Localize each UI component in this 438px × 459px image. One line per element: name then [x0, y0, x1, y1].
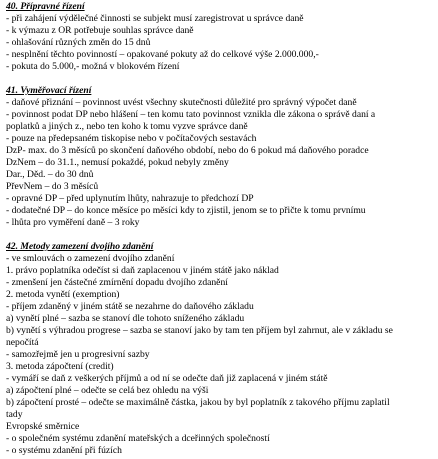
- text-line: DzNem – do 31.1., nemusí pokaždé, pokud nebyly změny: [6, 157, 229, 168]
- text-line: - k výmazu z OR potřebuje souhlas správce daně: [6, 25, 194, 36]
- text-line: - při zahájení výdělečné činnosti se subjekt musí zaregistrovat u správce daně: [6, 13, 304, 24]
- text-line: - příjem zdaněný v jiném státě se nezahrne do daňového základu: [6, 301, 254, 312]
- text-line: nepočítá: [6, 337, 39, 348]
- text-line: - ve smlouvách o zamezení dvojího zdanění: [6, 253, 175, 264]
- text-line: - o systému zdanění při fúzích: [6, 445, 122, 456]
- text-line: - vymáří se daň z veškerých příjmů a od ní se odečte daň již zaplacená v jiném státě: [6, 373, 328, 384]
- heading-42: 42. Metody zamezení dvojího zdanění: [6, 241, 154, 252]
- text-line: - nesplnění těchto povinností – opakované pokuty až do celkové výše 2.000.000,-: [6, 49, 319, 60]
- text-line: Dar., Děd. – do 30 dnů: [6, 169, 94, 180]
- text-line: - ohlašování různých změn do 15 dnů: [6, 37, 151, 48]
- text-line: Evropské směrnice: [6, 421, 80, 432]
- heading-41: 41. Vyměřovací řízení: [6, 85, 92, 96]
- text-line: b) zápočtení prosté – odečte se maximálně částka, jakou by byl poplatník z takového příjmu zaplatil: [6, 397, 390, 408]
- text-line: poplatků a jiných z., nebo ten koho k tomu vyzve správce daně: [6, 121, 248, 132]
- text-line: - samozřejmě jen u progresivní sazby: [6, 349, 150, 360]
- text-line: b) vynětí s výhradou progrese – sazba se stanoví jako by tam ten příjem byl zahrnut, ale v základu se: [6, 325, 393, 336]
- text-line: - povinnost podat DP nebo hlášení – ten komu tato povinnost vznikla dle zákona o správě daní a: [6, 109, 376, 120]
- text-line: 2. metoda vynětí (exemption): [6, 289, 120, 300]
- text-line: - opravné DP – před uplynutím lhůty, nahrazuje to předchozí DP: [6, 193, 254, 204]
- text-line: - o společném systému zdanění mateřských a dceřinných společností: [6, 433, 270, 444]
- text-line: - zmenšení jen částečné zmírnění dopadu dvojího zdanění: [6, 277, 228, 288]
- text-line: DzP- max. do 3 měsíců po skončení daňového období, nebo do 6 pokud má daňového poradce: [6, 145, 369, 156]
- text-line: - pokuta do 5.000,- možná v blokovém řízení: [6, 61, 180, 72]
- text-line: a) vynětí plné – sazba se stanoví dle tohoto sníženého základu: [6, 313, 245, 324]
- text-line: tady: [6, 409, 23, 420]
- text-line: - lhůta pro vyměření daně – 3 roky: [6, 217, 140, 228]
- text-line: 1. právo poplatníka odečíst si daň zaplacenou v jiném státě jako náklad: [6, 265, 279, 276]
- text-line: PřevNem – do 3 měsíců: [6, 181, 99, 192]
- heading-40: 40. Přípravné řízení: [6, 1, 85, 12]
- text-line: - pouze na předepsaném tiskopise nebo v počítačových sestavách: [6, 133, 257, 144]
- text-line: a) zápočtení plné – odečte se celá bez ohledu na výši: [6, 385, 209, 396]
- text-line: - daňové přiznání – povinnost uvést všechny skutečnosti důležité pro správný výpočet daně: [6, 97, 357, 108]
- text-line: 3. metoda zápočtení (credit): [6, 361, 114, 372]
- text-line: - dodatečné DP – do konce měsíce po měsíci kdy to zjistil, jenom se to přičte k tomu prvnímu: [6, 205, 366, 216]
